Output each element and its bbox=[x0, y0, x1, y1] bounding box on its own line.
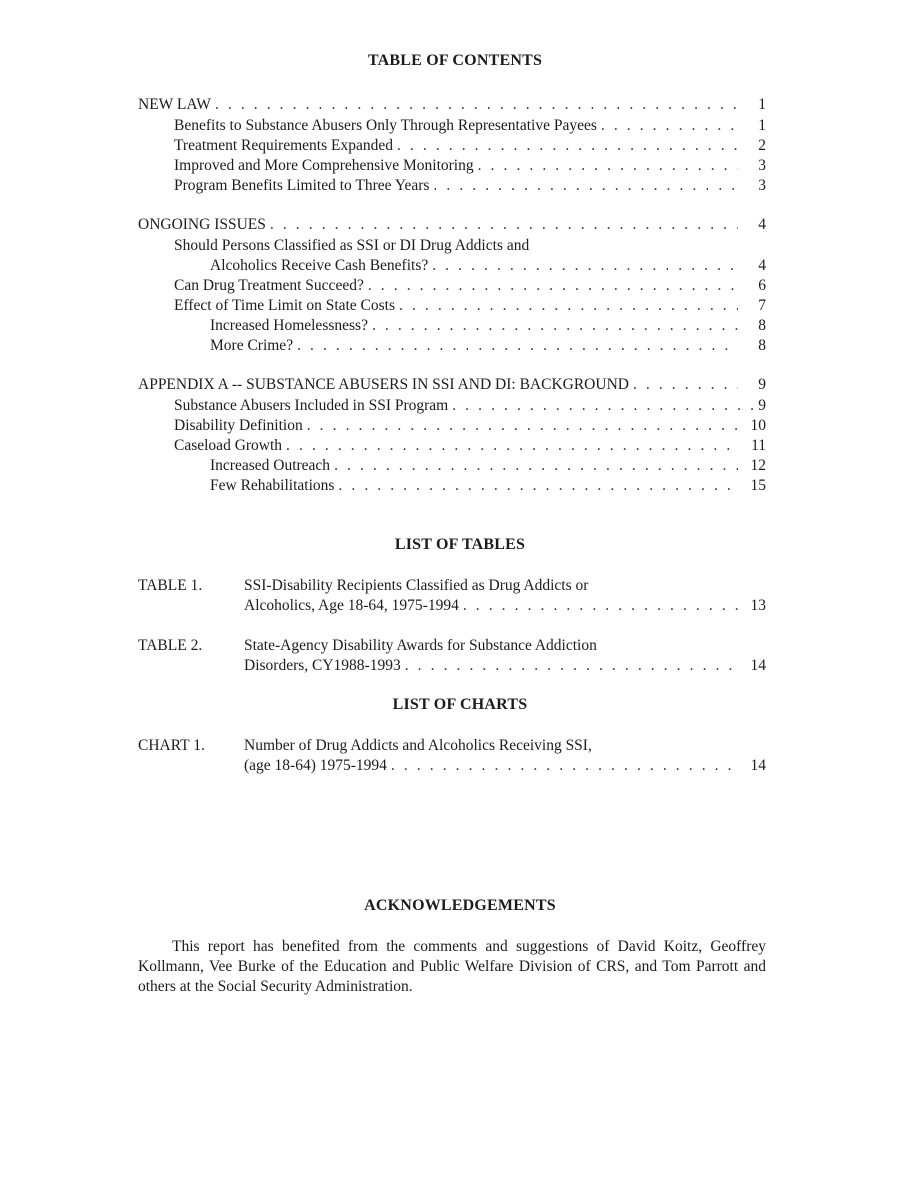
leader-dots bbox=[478, 156, 738, 176]
toc-page-number: 8 bbox=[758, 317, 766, 334]
toc-page-number: 7 bbox=[758, 297, 766, 314]
leader-dots bbox=[334, 456, 738, 476]
table-caption-line: Disorders, CY1988-1993 bbox=[244, 657, 401, 674]
toc-entry-title: Alcoholics Receive Cash Benefits? bbox=[210, 257, 429, 274]
acknowledgements-heading: ACKNOWLEDGEMENTS bbox=[364, 897, 556, 914]
toc-entry-title: Should Persons Classified as SSI or DI Drug Addicts and bbox=[174, 237, 530, 254]
chart-label: CHART 1. bbox=[138, 737, 205, 754]
toc-entry-title: Program Benefits Limited to Three Years bbox=[174, 177, 430, 194]
toc-page-number: 10 bbox=[750, 417, 766, 434]
toc-page-number: 1 bbox=[758, 96, 766, 113]
leader-dots bbox=[452, 396, 754, 416]
table-caption-line: Alcoholics, Age 18-64, 1975-1994 bbox=[244, 597, 459, 614]
table-entry bbox=[244, 656, 766, 676]
toc-page-number: 8 bbox=[758, 337, 766, 354]
table-caption-line: State-Agency Disability Awards for Substance Addiction bbox=[244, 637, 597, 654]
toc-entry-ongoing-issues bbox=[138, 215, 766, 235]
toc-entry bbox=[174, 116, 766, 136]
list-of-charts-heading: LIST OF CHARTS bbox=[392, 696, 528, 713]
toc-page-number: 4 bbox=[758, 257, 766, 274]
toc-entry-title: Few Rehabilitations bbox=[210, 477, 335, 494]
toc-heading: TABLE OF CONTENTS bbox=[367, 52, 543, 69]
leader-dots bbox=[286, 436, 738, 456]
toc-entry-new-law bbox=[138, 95, 766, 115]
toc-entry bbox=[174, 296, 766, 316]
toc-entry bbox=[210, 256, 766, 276]
chart-caption-line: Number of Drug Addicts and Alcoholics Receiving SSI, bbox=[244, 737, 592, 754]
toc-page-number: 11 bbox=[751, 437, 766, 454]
toc-entry-title: NEW LAW bbox=[138, 96, 211, 113]
toc-entry-title: APPENDIX A -- SUBSTANCE ABUSERS IN SSI AND DI: BACKGROUND bbox=[138, 376, 629, 393]
leader-dots bbox=[433, 176, 738, 196]
toc-entry bbox=[174, 136, 766, 156]
toc-page-number: 13 bbox=[750, 597, 766, 614]
toc-entry bbox=[174, 396, 766, 416]
table-label: TABLE 2. bbox=[138, 637, 203, 654]
toc-entry bbox=[210, 316, 766, 336]
toc-page-number: 9 bbox=[758, 397, 766, 414]
toc-page-number: 6 bbox=[758, 277, 766, 294]
toc-page-number: 1 bbox=[758, 117, 766, 134]
toc-entry-title: Effect of Time Limit on State Costs bbox=[174, 297, 396, 314]
toc-entry bbox=[174, 176, 766, 196]
leader-dots bbox=[338, 476, 738, 496]
leader-dots bbox=[215, 95, 738, 115]
toc-page-number: 14 bbox=[750, 657, 766, 674]
leader-dots bbox=[463, 596, 738, 616]
leader-dots bbox=[399, 296, 738, 316]
table-caption-line: SSI-Disability Recipients Classified as Drug Addicts or bbox=[244, 577, 589, 594]
toc-entry-title: Treatment Requirements Expanded bbox=[174, 137, 393, 154]
leader-dots bbox=[633, 375, 738, 395]
toc-entry-title: Disability Definition bbox=[174, 417, 303, 434]
leader-dots bbox=[307, 416, 738, 436]
toc-entry-title: Improved and More Comprehensive Monitoring bbox=[174, 157, 474, 174]
toc-entry-title: More Crime? bbox=[210, 337, 294, 354]
toc-entry bbox=[174, 156, 766, 176]
toc-entry bbox=[210, 476, 766, 496]
toc-entry-appendix-a bbox=[138, 375, 766, 395]
toc-page-number: 9 bbox=[758, 376, 766, 393]
toc-entry bbox=[174, 436, 766, 456]
toc-entry-title: Caseload Growth bbox=[174, 437, 283, 454]
toc-entry-title: Substance Abusers Included in SSI Program bbox=[174, 397, 449, 414]
leader-dots bbox=[391, 756, 738, 776]
toc-entry bbox=[210, 336, 766, 356]
leader-dots bbox=[297, 336, 738, 356]
leader-dots bbox=[368, 276, 738, 296]
leader-dots bbox=[397, 136, 738, 156]
leader-dots bbox=[270, 215, 738, 235]
toc-entry-title: Benefits to Substance Abusers Only Through Representative Payees bbox=[174, 117, 597, 134]
toc-page-number: 12 bbox=[750, 457, 766, 474]
toc-entry-title: Increased Outreach bbox=[210, 457, 331, 474]
toc-page-number: 3 bbox=[758, 177, 766, 194]
table-entry bbox=[244, 596, 766, 616]
chart-entry bbox=[244, 756, 766, 776]
leader-dots bbox=[601, 116, 738, 136]
table-label: TABLE 1. bbox=[138, 577, 203, 594]
leader-dots bbox=[372, 316, 738, 336]
list-of-tables-heading: LIST OF TABLES bbox=[394, 536, 526, 553]
toc-page-number: 4 bbox=[758, 216, 766, 233]
toc-entry-title: Increased Homelessness? bbox=[210, 317, 368, 334]
toc-page-number: 14 bbox=[750, 757, 766, 774]
leader-dots bbox=[432, 256, 738, 276]
chart-caption-line: (age 18-64) 1975-1994 bbox=[244, 757, 387, 774]
leader-dots bbox=[405, 656, 738, 676]
toc-page-number: 3 bbox=[758, 157, 766, 174]
toc-page-number: 2 bbox=[758, 137, 766, 154]
toc-page-number: 15 bbox=[750, 477, 766, 494]
toc-entry bbox=[210, 456, 766, 476]
acknowledgements-paragraph: This report has benefited from the comments and suggestions of David Koitz, Geoffrey Kollmann, Vee Burke of the Education and Public Welfare Division of CRS, and Tom Parrott and others at the Social Security Administration. bbox=[138, 938, 766, 995]
toc-entry-title: ONGOING ISSUES bbox=[138, 216, 266, 233]
toc-entry bbox=[174, 416, 766, 436]
toc-entry bbox=[174, 276, 766, 296]
toc-entry-title: Can Drug Treatment Succeed? bbox=[174, 277, 364, 294]
